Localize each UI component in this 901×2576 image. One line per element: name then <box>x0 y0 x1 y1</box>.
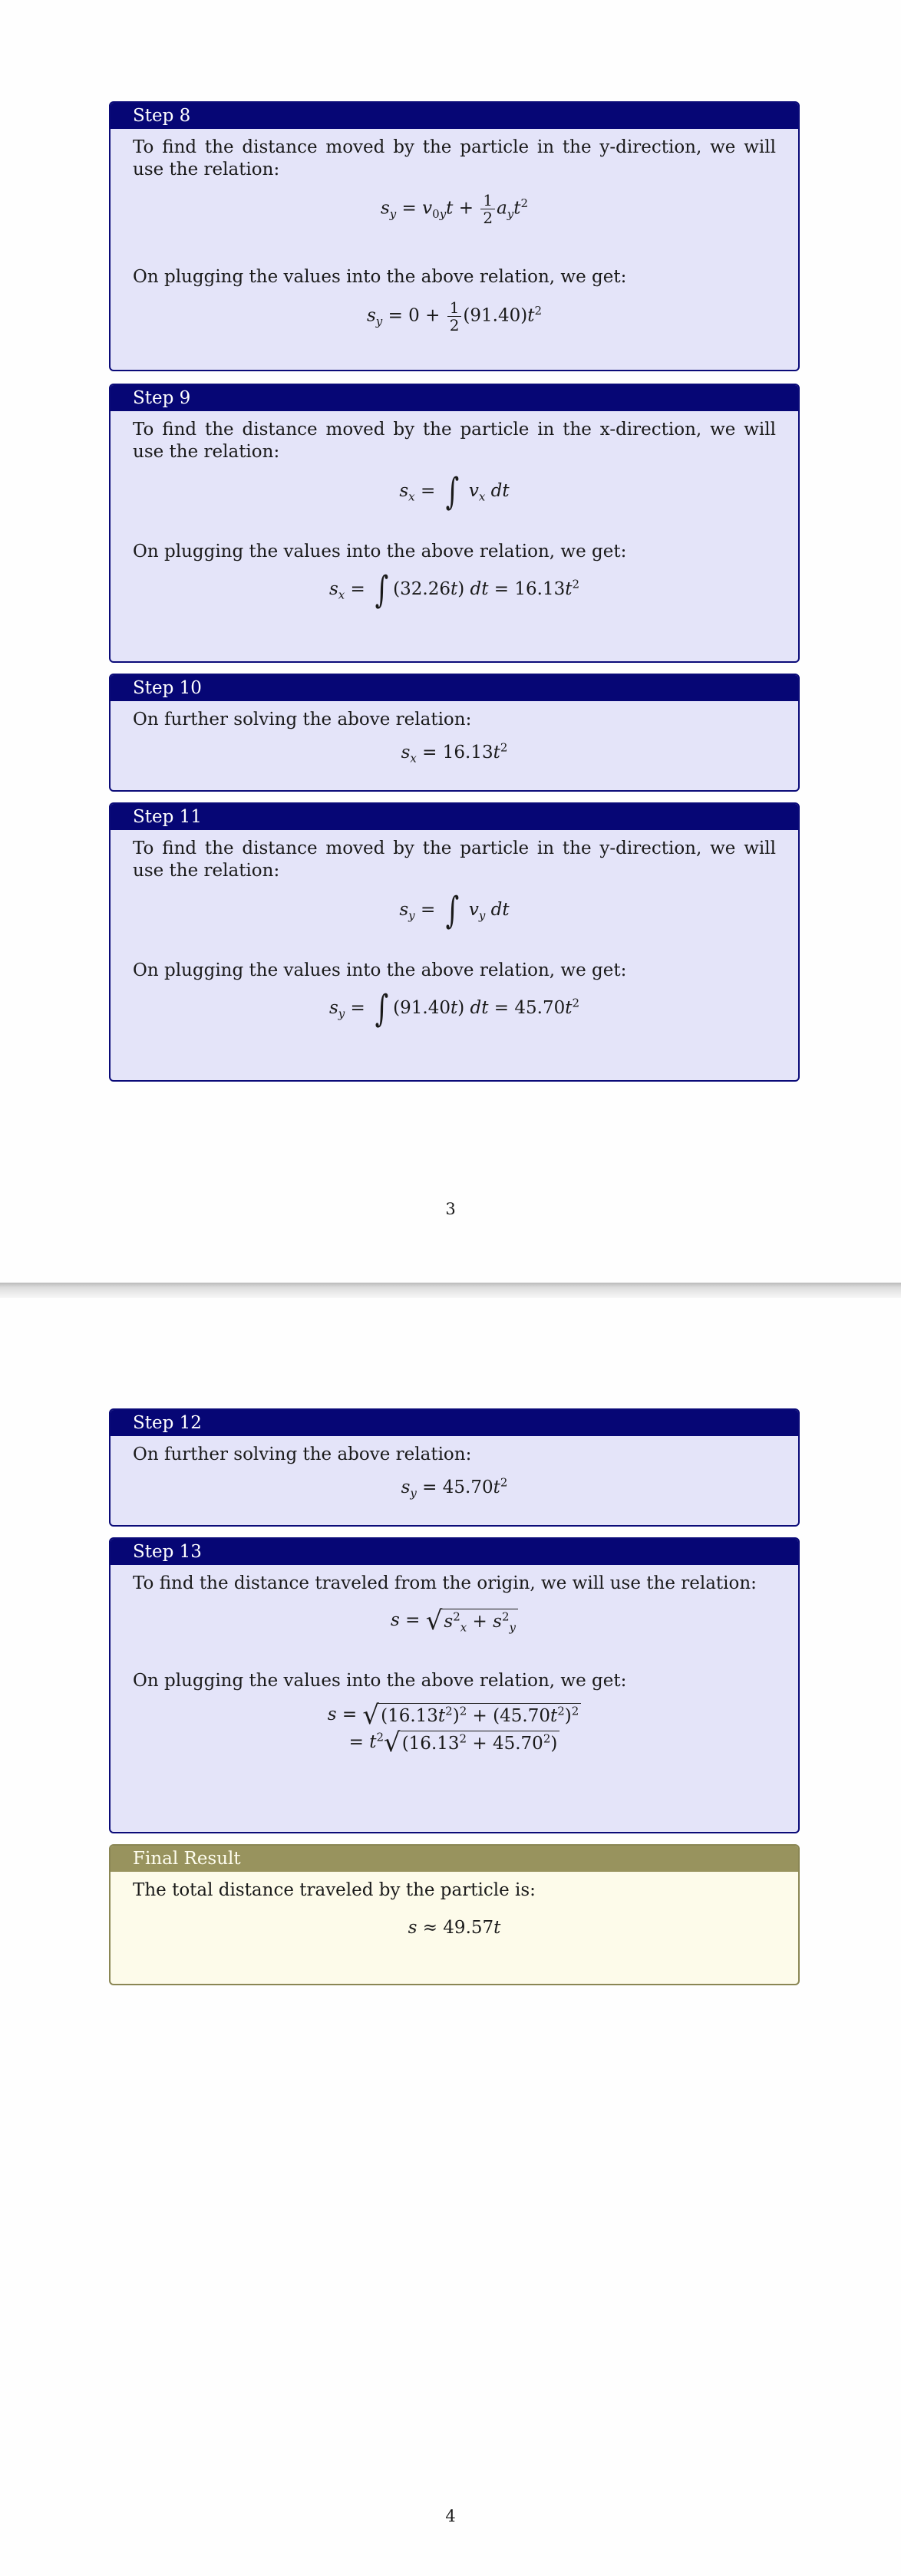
step-10-text: On further solving the above relation: <box>133 710 472 730</box>
final-result-equation: s ≈ 49.57t <box>408 1918 501 1938</box>
step-9-box <box>109 384 800 663</box>
step-8-header: Step 8 <box>111 103 798 129</box>
final-result-text: The total distance traveled by the particle is: <box>133 1880 536 1900</box>
step-11-text: To find the distance moved by the particle in the y-direction, we will use the relation: <box>133 838 776 881</box>
step-13-text-2: On plugging the values into the above relation, we get: <box>133 1671 627 1691</box>
step-11-header: Step 11 <box>111 804 798 830</box>
step-10-header: Step 10 <box>111 675 798 701</box>
step-10-equation: $s_x = 16.13t^2$ <box>401 740 508 766</box>
step-9-text-2: On plugging the values into the above relation, we get: <box>133 542 627 562</box>
step-8-equation-2: $s_y = 0$ + $\frac{1}{2}$ $(91.40)t^2$ <box>366 298 543 334</box>
step-9-text: To find the distance moved by the particle in the x-direction, we will use the relation: <box>133 420 776 462</box>
page-separator <box>0 1283 901 1298</box>
final-result-box <box>109 1844 800 1985</box>
page-3 <box>0 0 901 1283</box>
page-number: 3 <box>445 1200 456 1218</box>
step-8-text-2: On plugging the values into the above relation, we get: <box>133 267 627 287</box>
step-12-header: Step 12 <box>111 1410 798 1436</box>
step-9-equation-2: $s_x$ = ∫ (32.26t) dt = $16.13t^2$ <box>328 568 580 611</box>
step-11-text-2: On plugging the values into the above relation, we get: <box>133 960 627 980</box>
step-10-box <box>109 674 800 792</box>
page-number: 4 <box>445 2507 456 2525</box>
page-4 <box>0 1298 901 2576</box>
step-13-equation-3: = $t^2√(16.13^2 + 45.70^2)$ <box>133 1731 776 1755</box>
step-13-text: To find the distance traveled from the origin, we will use the relation: <box>133 1573 757 1593</box>
step-13-box <box>109 1537 800 1833</box>
step-11-equation-2: $s_y$ = ∫ (91.40t) dt = $45.70t^2$ <box>328 987 580 1030</box>
step-12-box <box>109 1408 800 1527</box>
step-12-equation: $s_y = 45.70t^2$ <box>401 1475 508 1500</box>
step-8-text: To find the distance moved by the particle in the y-direction, we will use the relation: <box>133 137 776 180</box>
step-9-header: Step 9 <box>111 385 798 411</box>
step-11-box <box>109 802 800 1082</box>
step-8-equation-1: $s_y = v_{0y}t$ + $\frac{1}{2}$ $a_yt^2$ <box>380 191 529 227</box>
step-13-equation-2: $s = √(16.13t^2)^2 + (45.70t^2)^2$ <box>133 1703 776 1728</box>
step-13-equation-1: $s = √s^2_x + s^2_y$ <box>133 1609 776 1633</box>
final-result-header: Final Result <box>111 1846 798 1872</box>
step-13-header: Step 13 <box>111 1539 798 1565</box>
step-8-box <box>109 101 800 371</box>
step-11-equation-1: $s_y$ = ∫ $v_y$ dt <box>399 889 510 932</box>
step-9-equation-1: $s_x$ = ∫ $v_x$ dt <box>399 470 510 513</box>
step-12-text: On further solving the above relation: <box>133 1444 472 1464</box>
